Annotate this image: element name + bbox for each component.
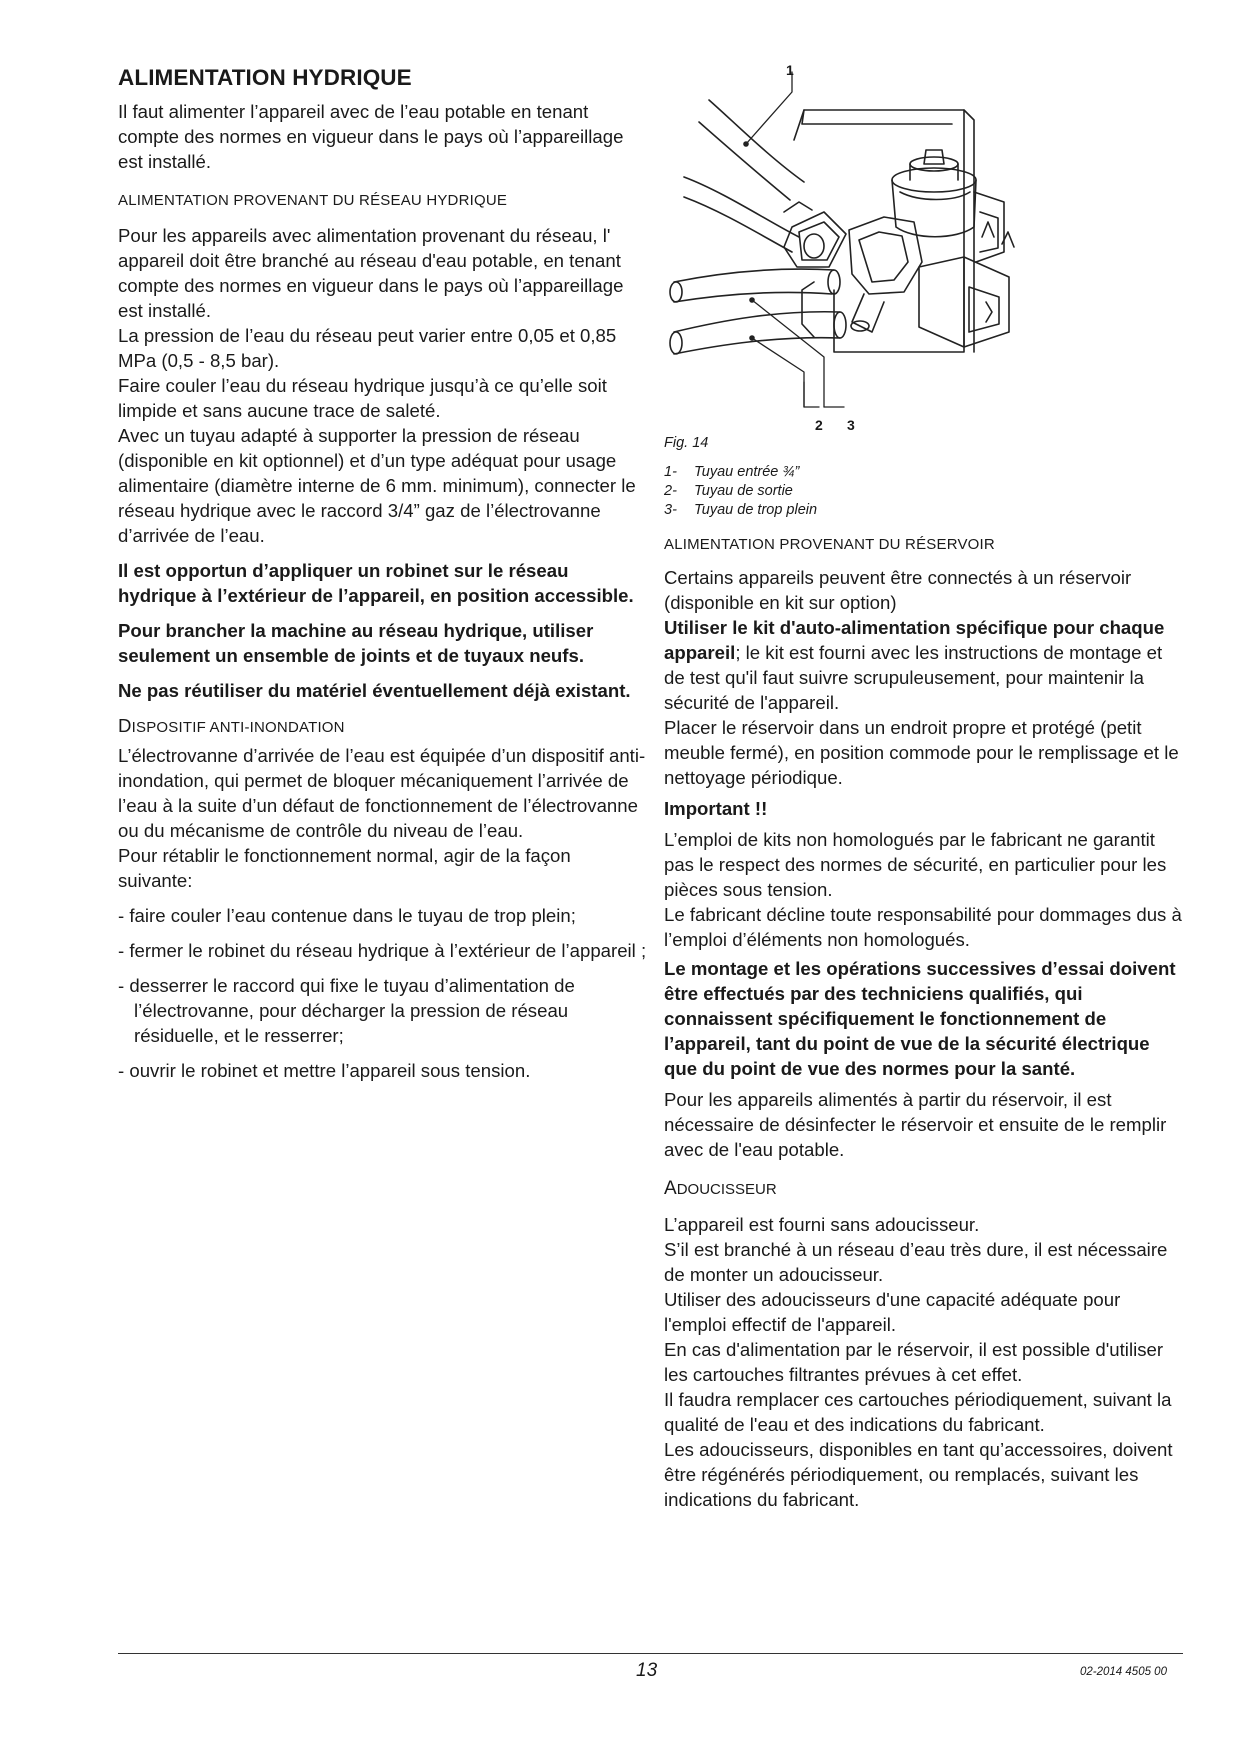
legend-item: 2- Tuyau de sortie bbox=[664, 483, 793, 499]
reservoir-paragraph-6: Pour les appareils alimentés à partir du réservoir, il est nécessaire de désinfecter le réservoir et ensuite de le remplir avec de l'eau potable. bbox=[664, 1089, 1167, 1160]
important-label: Important !! bbox=[664, 798, 768, 819]
figure-legend bbox=[664, 463, 1184, 520]
figure-label-1: 1 bbox=[786, 62, 794, 78]
figure-label-2: 2 bbox=[815, 417, 823, 433]
section-heading-reservoir: ALIMENTATION PROVENANT DU RÉSERVOIR bbox=[664, 536, 995, 553]
figure-caption: Fig. 14 bbox=[664, 435, 709, 451]
solenoid-valve-illustration bbox=[664, 62, 1184, 442]
reservoir-warning: Le montage et les opérations successives d’essai doivent être effectués par des techniciens qualifiés, qui connaissent spécifiquement le fonctionnement de l’appareil, tant du point de vue de la sécurité électrique que du point de vue des normes pour la santé. bbox=[664, 958, 1176, 1079]
softener-line: L’appareil est fourni sans adoucisseur. bbox=[664, 1214, 980, 1235]
section-heading-anti-flood: DISPOSITIF ANTI-INONDATION bbox=[118, 715, 345, 736]
softener-line: S’il est branché à un réseau d’eau très dure, il est nécessaire de monter un adoucisseur. bbox=[664, 1239, 1168, 1285]
document-code: 02-2014 4505 00 bbox=[1080, 1666, 1167, 1678]
intro-paragraph: Il faut alimenter l’appareil avec de l’eau potable en tenant compte des normes en vigueur dans le pays où l’appareillage est installé. bbox=[118, 101, 624, 172]
reservoir-paragraph-4: L’emploi de kits non homologués par le fabricant ne garantit pas le respect des normes de sécurité, en particulier pour les pièces sous tension. bbox=[664, 829, 1167, 900]
main-title: ALIMENTATION HYDRIQUE bbox=[118, 65, 412, 90]
section-heading-network: ALIMENTATION PROVENANT DU RÉSEAU HYDRIQUE bbox=[118, 192, 508, 209]
figure-label-3: 3 bbox=[847, 417, 855, 433]
section-heading-softener: ADOUCISSEUR bbox=[664, 1178, 777, 1199]
softener-line: Il faudra remplacer ces cartouches périodiquement, suivant la qualité de l'eau et des indications du fabricant. bbox=[664, 1389, 1172, 1435]
softener-line: Les adoucisseurs, disponibles en tant qu’accessoires, doivent être régénérés périodiquement, ou remplacés, suivant les indications du fabricant. bbox=[664, 1439, 1173, 1510]
network-warning-1: Il est opportun d’appliquer un robinet sur le réseau hydrique à l’extérieur de l’appareil, en position accessible. bbox=[118, 560, 634, 606]
network-paragraph-2: La pression de l’eau du réseau peut varier entre 0,05 et 0,85 MPa (0,5 - 8,5 bar). bbox=[118, 325, 617, 371]
reservoir-paragraph-3: Placer le réservoir dans un endroit propre et protégé (petit meuble fermé), en position commode pour le remplissage et le nettoyage périodique. bbox=[664, 717, 1179, 788]
anti-flood-paragraph-2: Pour rétablir le fonctionnement normal, agir de la façon suivante: bbox=[118, 845, 571, 891]
anti-flood-step: - desserrer le raccord qui fixe le tuyau d’alimentation de l’électrovanne, pour décharger la pression de réseau résiduelle, et le resserrer; bbox=[118, 975, 575, 1046]
anti-flood-paragraph-1: L’électrovanne d’arrivée de l’eau est équipée d’un dispositif anti-inondation, qui permet de bloquer mécaniquement l’arrivée de l’eau à la suite d’un défaut de fonctionnement de l’électrovanne ou du mécanisme de contrôle du niveau de l’eau. bbox=[118, 745, 646, 841]
legend-item: 1- Tuyau entrée ¾” bbox=[664, 464, 800, 480]
softener-line: En cas d'alimentation par le réservoir, il est possible d'utiliser les cartouches filtrantes prévues à cet effet. bbox=[664, 1339, 1164, 1385]
network-paragraph-4: Avec un tuyau adapté à supporter la pression de réseau (disponible en kit optionnel) et d’un type adéquat pour usage alimentaire (diamètre interne de 6 mm. minimum), connecter le réseau hydrique avec le raccord 3/4” gaz de l’électrovanne d’arrivée de l’eau. bbox=[118, 425, 636, 546]
page-number: 13 bbox=[636, 1660, 658, 1681]
network-paragraph-3: Faire couler l’eau du réseau hydrique jusqu’à ce qu’elle soit limpide et sans aucune trace de saleté. bbox=[118, 375, 607, 421]
network-warning-3: Ne pas réutiliser du matériel éventuellement déjà existant. bbox=[118, 680, 631, 701]
reservoir-paragraph-1: Certains appareils peuvent être connectés à un réservoir (disponible en kit sur option) bbox=[664, 567, 1132, 613]
anti-flood-step: - ouvrir le robinet et mettre l’appareil sous tension. bbox=[118, 1060, 531, 1081]
anti-flood-step: - fermer le robinet du réseau hydrique à l’extérieur de l’appareil ; bbox=[118, 940, 647, 961]
reservoir-paragraph-5: Le fabricant décline toute responsabilité pour dommages dus à l’emploi d’éléments non homologués. bbox=[664, 904, 1182, 950]
anti-flood-step: - faire couler l’eau contenue dans le tuyau de trop plein; bbox=[118, 905, 576, 926]
network-warning-2: Pour brancher la machine au réseau hydrique, utiliser seulement un ensemble de joints et de tuyaux neufs. bbox=[118, 620, 594, 666]
legend-item: 3- Tuyau de trop plein bbox=[664, 502, 818, 518]
right-column bbox=[664, 62, 1184, 1512]
footer-divider bbox=[118, 1653, 1183, 1654]
valve-drawing bbox=[664, 62, 1184, 442]
network-paragraph-1: Pour les appareils avec alimentation provenant du réseau, l' appareil doit être branché au réseau d'eau potable, en tenant compte des normes en vigueur dans le pays où l’appareillage est installé. bbox=[118, 225, 624, 321]
reservoir-paragraph-2: Utiliser le kit d'auto-alimentation spécifique pour chaque appareil; le kit est fourni avec les instructions de montage et de test qu'il faut suivre scrupuleusement, pour maintenir la sécurité de l'appareil. bbox=[664, 617, 1165, 713]
left-column bbox=[118, 62, 648, 1093]
softener-line: Utiliser des adoucisseurs d'une capacité adéquate pour l'emploi effectif de l'appareil. bbox=[664, 1289, 1121, 1335]
